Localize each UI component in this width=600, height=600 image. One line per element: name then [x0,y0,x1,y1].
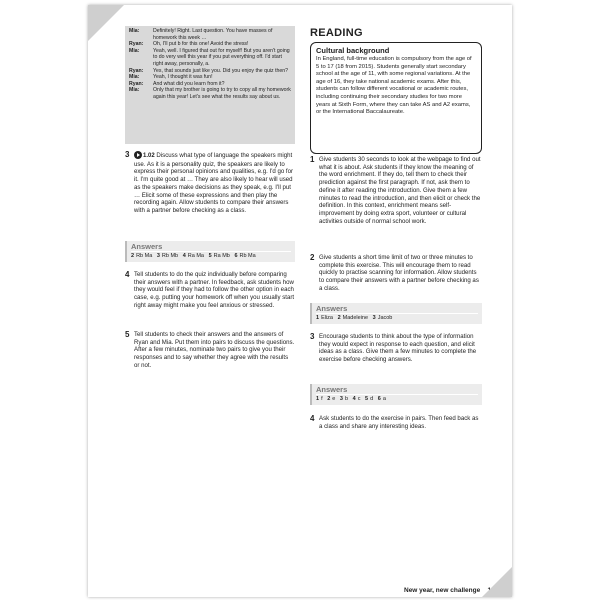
answers-heading: Answers [316,304,478,314]
answer-value: Rb Ma [239,253,256,259]
speaker: Ryan: [129,67,144,74]
exercise-number: 2 [310,253,315,262]
document-page [88,5,512,597]
answers-box [125,241,295,262]
speaker: Mia: [129,87,140,94]
answer-value: Ra Mb [213,253,230,259]
dialogue-line [129,28,291,41]
answer-number: 2 [327,396,331,402]
exercise-text: Encourage students to think about the type of information they would expect in response to each question, and elicit ideas as a class. Give them a few minutes to complete the exercise before checking answers. [319,333,477,364]
exercise-number: 3 [310,332,315,341]
answers-list [316,314,478,322]
page-number: 15 [487,587,495,594]
answers-heading: Answers [131,242,291,252]
answer-number: 6 [377,396,381,402]
exercise-number: 4 [125,270,130,279]
answer-number: 2 [337,315,341,321]
exercise-text: Ask students to do the exercise in pairs. Then feed back as a class and share any interesting ideas. [319,415,479,430]
dialogue-line [129,87,291,100]
reading-exercise-3 [310,333,482,364]
exercise-4 [125,271,295,310]
answer-number: 1 [316,315,320,321]
answer-value: Rb Mb [161,253,179,259]
box-title: Cultural background [316,46,390,55]
answer-value: Jacob [377,315,393,321]
answer-number: 5 [365,396,369,402]
answer-value: f [321,396,323,402]
answers-list [316,395,478,403]
cultural-background-box [310,42,482,154]
section-title: READING [310,27,363,39]
exercise-body [134,151,295,215]
exercise-text: Give students a short time limit of two or three minutes to complete this exercise. This will encourage them to read quickly to practise scanning for information. Allow students to compare their answers with a partner before checking as a class. [319,254,479,292]
reading-exercise-1 [310,156,482,225]
dialogue-text: Yes, that sounds just like you. Did you enjoy the quiz then? [153,67,289,74]
dialogue-text: Yeah, I thought it was fun! [153,74,213,81]
answer-number: 4 [182,253,186,259]
answer-number: 3 [156,253,160,259]
dialogue-text: Only that my brother is going to try to copy all my homework again this year! Let's see what the results say about us. [153,87,291,100]
answer-number: 4 [352,396,356,402]
answer-value: Eliza [321,315,333,321]
corner-decoration [88,5,124,41]
dialogue-text: And what did you learn from it? [153,80,225,87]
answers-list [131,252,291,260]
answer-value: c [357,396,361,402]
speaker: Mia: [129,47,140,54]
dialogue-line [129,68,291,75]
corner-decoration [482,567,512,597]
answer-number: 2 [131,253,135,259]
speaker: Ryan: [129,41,144,48]
exercise-text: Tell students to check their answers and the answers of Ryan and Mia. Put them into pairs to discuss the questions. After a few minutes, nominate two pairs to give you their responses and to say whether they agree with the results or not. [134,331,295,369]
answer-value: e [332,396,336,402]
answer-value: Rb Ma [136,253,153,259]
speaker: Ryan: [129,80,144,87]
answer-value: a [382,396,386,402]
box-text: In England, full-time education is compulsory from the age of 5 to 17 (18 from 2015). Students generally start secondary school at the age of 11, with some regional variations. At the age of 16, they take national academic exams. After this, students can follow different vocational or academic routes, including continuing their secondary studies for two more years at Sixth Form, where they can take AS and A2 exams, or the International Baccalaureate. [316,56,472,116]
track-number: 1.02 [143,153,155,159]
exercise-number: 1 [310,155,315,164]
answer-number: 3 [339,396,343,402]
dialogue-text: Oh, I'll put b for this one! Avoid the stress! [153,41,249,48]
exercise-text: Give students 30 seconds to look at the webpage to find out what it is about. Ask students if they know the meaning of the word enrichment. If they do, tell them to check their prediction against the first paragraph. If not, ask them to define it after reading the introduction. Give them a few minutes to read the introduction, and then elicit or check the definition. In this context, enrichment means self-improvement by doing extra sport, volunteer or cultural activities outside of normal school work. [319,156,481,225]
speaker: Mia: [129,74,140,81]
answer-number: 6 [234,253,238,259]
exercise-text: Discuss what type of language the speakers might use. As it is a personality quiz, the speakers are likely to express their personal opinions and qualities, e.g. I'd go for it. I'm quite good at … They are also likely to hear will used as the speakers make decisions as they speak, e.g. I'll put … Elicit some of these expressions and then play the recording again. Allow students to compare their answers with a partner before checking as a class. [134,152,294,214]
reading-exercise-4 [310,415,482,430]
exercise-3 [125,151,295,215]
answer-value: Ra Ma [187,253,204,259]
answer-number: 5 [208,253,212,259]
exercise-text: Tell students to do the quiz individually before comparing their answers with a partner. In feedback, ask students how they would feel if they had to follow the other option in each case, e.g. putting your homework off when you usually start right away might make you feel anxious or stressed. [134,271,295,309]
answer-number: 1 [316,396,320,402]
dialogue-line [129,74,291,81]
dialogue-line [129,81,291,88]
footer-title: New year, new challenge [404,587,481,594]
dialogue-line [129,48,291,68]
speaker: Mia: [129,28,140,34]
exercise-5 [125,331,295,370]
answer-number: 3 [372,315,376,321]
answers-box [310,384,482,405]
answer-value: b [344,396,349,402]
answers-box [310,303,482,324]
dialogue-text: Definitely! Right. Last question. You have masses of homework this week … [153,28,273,41]
reading-exercise-2 [310,254,482,293]
dialogue-box [125,26,295,144]
dialogue-line [129,41,291,48]
answers-heading: Answers [316,385,478,395]
exercise-number: 3 [125,150,130,159]
answer-value: d [370,396,374,402]
play-audio-icon[interactable] [134,151,142,159]
exercise-number: 5 [125,330,130,339]
exercise-number: 4 [310,414,315,423]
answer-value: Madeleine [342,315,369,321]
dialogue-text: Yeah, well. I figured that out for myself! But you aren't going to do very well this year if you put everything off. I'd start right away, personally, a. [153,47,290,67]
